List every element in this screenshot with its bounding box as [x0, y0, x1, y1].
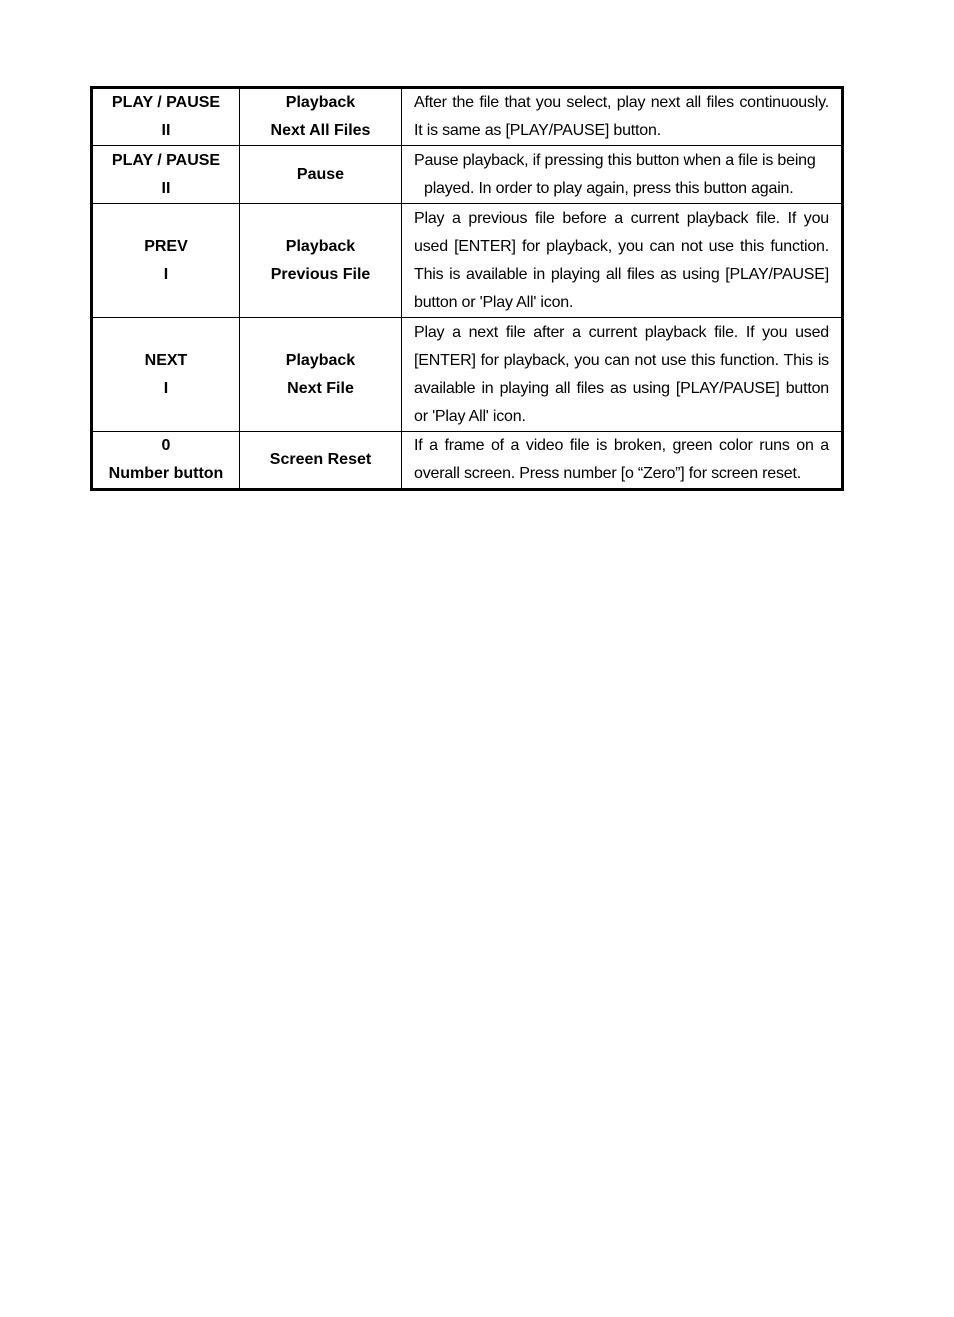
- description-line: played. In order to play again, press this button again.: [424, 179, 794, 197]
- description-cell: [402, 146, 843, 204]
- function-label: Next All Files: [270, 122, 371, 139]
- button-cell: [92, 146, 240, 204]
- function-cell: [240, 432, 402, 490]
- description-line: Pause playback, if pressing this button when a file is being: [414, 151, 816, 169]
- button-function-table: [90, 86, 844, 491]
- function-label: Next File: [287, 379, 354, 397]
- function-cell: [240, 88, 402, 146]
- description-cell: If a frame of a video file is broken, green color runs on a overall screen. Press number [o “Zero”] for screen reset.: [402, 432, 843, 490]
- function-label: Playback: [285, 237, 356, 255]
- button-symbol: II: [161, 122, 171, 139]
- button-symbol: Number button: [108, 465, 224, 482]
- button-symbol: I: [163, 379, 169, 397]
- button-cell: [92, 204, 240, 318]
- function-label: Previous File: [270, 265, 371, 283]
- table-row: [92, 146, 843, 204]
- function-cell: [240, 146, 402, 204]
- description-cell: Play a previous file before a current playback file. If you used [ENTER] for playback, you can not use this function. This is available in playing all files as using [PLAY/PAUSE] button or 'Play All' icon.: [402, 204, 843, 318]
- button-name: PREV: [144, 237, 188, 255]
- button-cell: [92, 318, 240, 432]
- function-label: Pause: [296, 165, 345, 183]
- button-name: PLAY / PAUSE: [111, 94, 221, 111]
- table-row: [92, 88, 843, 146]
- function-cell: [240, 204, 402, 318]
- button-name: NEXT: [144, 351, 188, 369]
- description-cell: Play a next file after a current playback file. If you used [ENTER] for playback, you can not use this function. This is available in playing all files as using [PLAY/PAUSE] button or 'Play All' icon.: [402, 318, 843, 432]
- function-label: Playback: [285, 351, 356, 369]
- table-row: [92, 318, 843, 432]
- description-cell: After the file that you select, play next all files continuously. It is same as [PLAY/PAUSE] button.: [402, 88, 843, 146]
- button-symbol: I: [163, 265, 169, 283]
- button-cell: [92, 432, 240, 490]
- table-row: [92, 432, 843, 490]
- button-name: 0: [161, 437, 171, 454]
- button-symbol: II: [161, 179, 171, 197]
- button-cell: [92, 88, 240, 146]
- button-name: PLAY / PAUSE: [111, 151, 221, 169]
- table-row: [92, 204, 843, 318]
- function-label: Playback: [285, 94, 356, 111]
- function-cell: [240, 318, 402, 432]
- function-label: Screen Reset: [269, 451, 372, 468]
